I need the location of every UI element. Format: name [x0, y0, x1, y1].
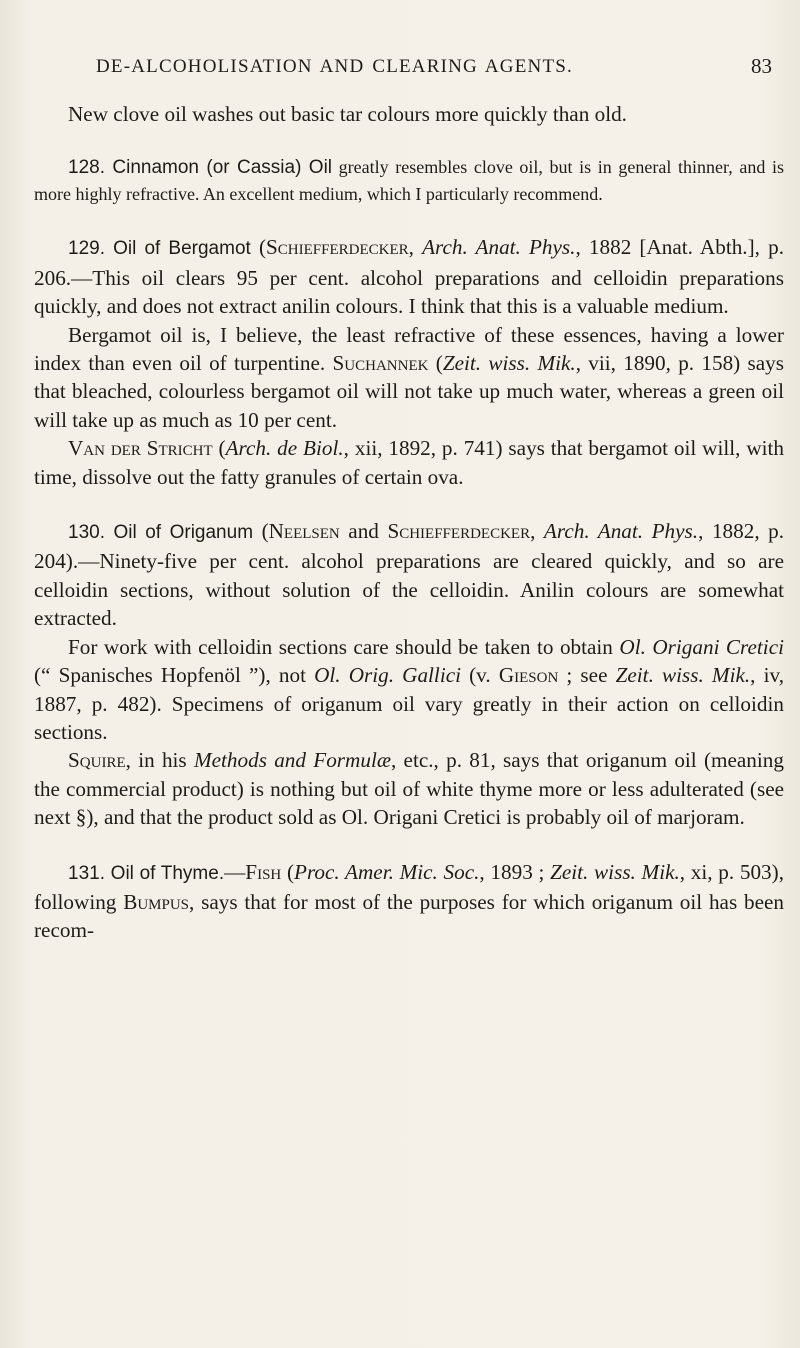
text-run: Bergamot oil is, I believe, the least refractive of these essences, having a lower index than even oil of turpentine. [34, 322, 784, 376]
text-run: greatly resembles clove oil, but is in general thinner, and is more highly refractive. An excellent medium, which I particularly recommend. [34, 157, 784, 205]
author-name: Schiefferdecker [266, 235, 409, 260]
text-run: , iv, 1887, p. 482). Specimens of origanum oil vary greatly in their action on celloidin sections. [34, 663, 784, 744]
section-heading: 130. Oil of Origanum [68, 522, 254, 544]
author-name: Suchannek [332, 351, 429, 376]
book-title: Methods and Formulæ [193, 748, 391, 773]
text-run: New clove oil washes out basic tar colours more quickly than old. [68, 102, 627, 126]
text-run: ; see [558, 663, 616, 688]
text-run: , 1882, p. 204).—Ninety-five per cent. alcohol preparations are cleared quickly, and so are celloidin sections, without solution of the celloidin. Anilin colours are somewhat extracted. [34, 519, 785, 631]
section-heading: 129. Oil of Bergamot [68, 238, 251, 260]
text-run: , etc., p. 81, says that origanum oil (meaning the commercial product) is nothing but oil of white thyme more or less adulterated (see next §), and that the product sold as Ol. Origani Cretici is probably oil of marjoram. [34, 748, 784, 830]
section-129-paragraph-1 [34, 233, 784, 320]
section-128 [34, 154, 784, 207]
text-run: ( [281, 859, 295, 884]
continued-paragraph [34, 100, 784, 128]
text-run: ( [428, 351, 443, 376]
text-run: , [530, 519, 544, 544]
drug-name: Ol. Origani Cretici [619, 634, 784, 659]
section-131-paragraph-1 [34, 858, 784, 945]
author-name: Neelsen [268, 519, 340, 544]
text-run: , says that for most of the purposes for which origanum oil has been recom- [34, 889, 784, 943]
text-run: , xii, 1892, p. 741) says that bergamot oil will, with time, dissolve out the fatty granules of certain ova. [34, 436, 784, 489]
text-run: ( [212, 436, 226, 461]
text-run: (“ Spanisches Hopfenöl ”), not [34, 663, 315, 688]
text-run: (v. [461, 663, 499, 688]
text-run: , vii, 1890, p. 158) says that bleached, colourless bergamot oil will not take up much water, whereas a green oil will take up as much as 10 per cent. [34, 351, 784, 432]
author-name: Squire [68, 748, 126, 773]
section-heading: 131. Oil of Thyme. [68, 862, 225, 884]
text-run: , [408, 235, 423, 260]
journal-title: Proc. Amer. Mic. Soc. [294, 859, 480, 884]
text-run: , in his [125, 748, 194, 773]
section-129-paragraph-3 [34, 434, 784, 491]
author-name: Schiefferdecker [387, 519, 531, 544]
section-130-paragraph-1 [34, 517, 784, 633]
drug-name: Ol. Orig. Gallici [314, 663, 461, 688]
author-name: Gieson [498, 663, 559, 688]
author-name: Bumpus [123, 889, 190, 914]
text-run: , 1893 ; [479, 859, 551, 884]
author-name: Van der Stricht [68, 436, 213, 461]
page-number: 83 [751, 54, 772, 78]
text-run: — [224, 859, 246, 884]
section-heading: 128. Cinnamon (or Cassia) Oil [68, 157, 333, 179]
text-run: , 1882 [Anat. Abth.], p. 206.—This oil clears 95 per cent. alcohol preparations and celloidin preparations quickly, and does not extract anilin colours. I think that this is a valuable medium. [34, 235, 784, 319]
journal-title: Arch. Anat. Phys. [543, 519, 699, 544]
section-130-paragraph-3 [34, 746, 784, 831]
journal-title: Arch. Anat. Phys. [422, 235, 576, 260]
text-run: ( [250, 235, 266, 260]
text-run: and [339, 519, 388, 544]
section-129-paragraph-2 [34, 321, 784, 435]
text-run: ( [253, 519, 269, 544]
journal-title: Zeit. wiss. Mik. [550, 859, 680, 884]
page-header [96, 56, 772, 86]
running-head: DE-ALCOHOLISATION AND CLEARING AGENTS. [96, 56, 573, 77]
journal-title: Arch. de Biol. [225, 436, 344, 461]
journal-title: Zeit. wiss. Mik. [615, 663, 751, 688]
author-name: Fish [245, 859, 282, 884]
text-run: For work with celloidin sections care should be taken to obtain [68, 634, 620, 659]
text-run: , xi, p. 503), following [34, 859, 784, 914]
journal-title: Zeit. wiss. Mik. [442, 351, 576, 376]
page-body [34, 100, 784, 945]
section-130-paragraph-2 [34, 633, 784, 747]
